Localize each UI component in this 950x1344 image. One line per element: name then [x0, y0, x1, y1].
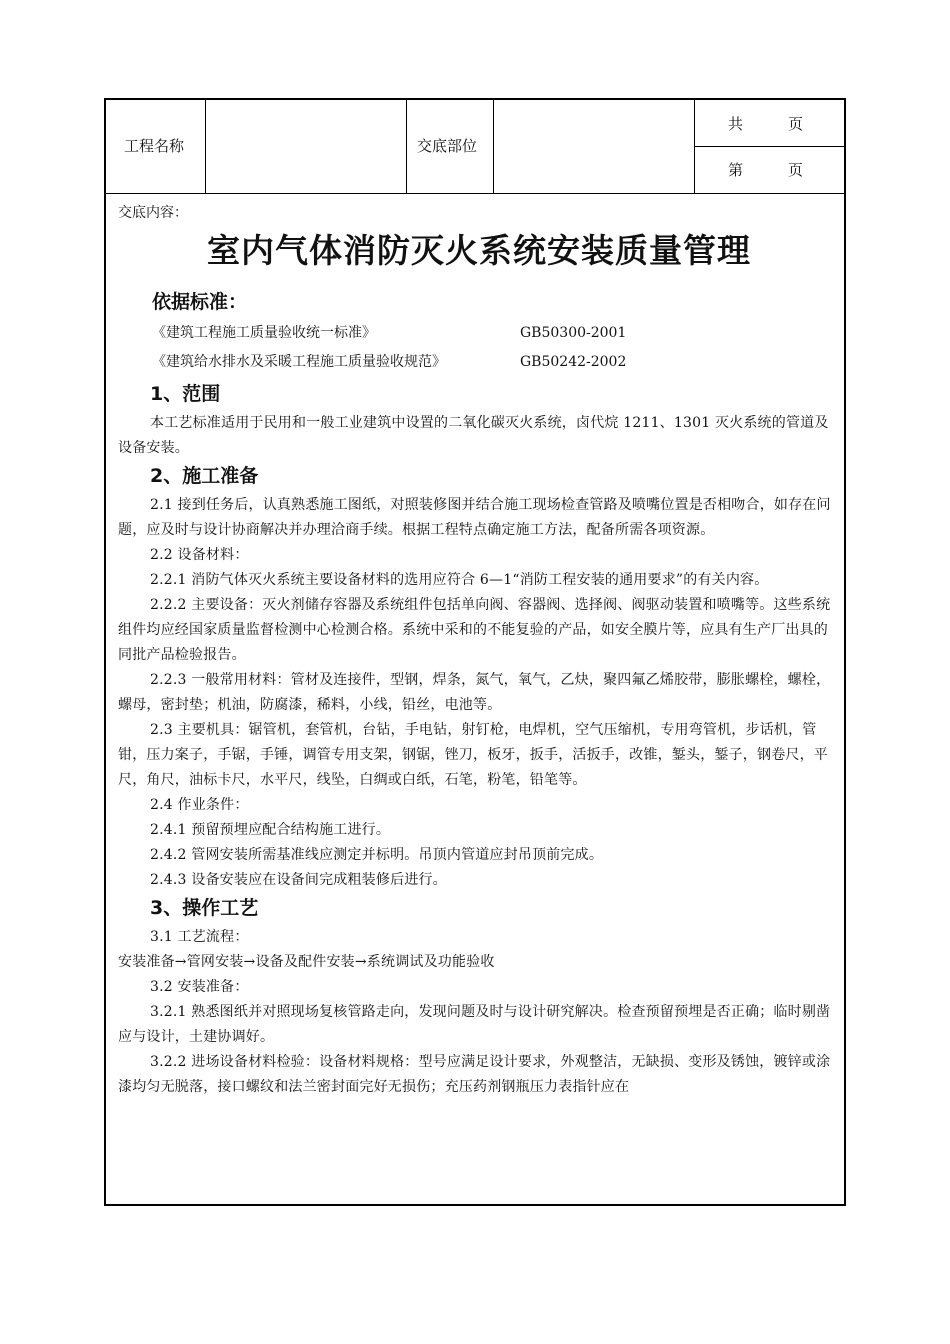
paragraph: 2.2.3 一般常用材料：管材及连接件，型钢，焊条，氮气，氧气，乙炔，聚四氟乙烯胶带，膨胀螺栓，螺栓，螺母，密封垫；机油，防腐漆，稀料，小线，铅丝，电池等。 [118, 672, 831, 713]
total-pages-label: 共 页 [728, 115, 804, 133]
standard-name: 《建筑给水排水及采暖工程施工质量验收规范》 [152, 354, 446, 370]
project-name-label: 工程名称 [124, 137, 185, 155]
process-flow: 安装准备→管网安装→设备及配件安装→系统调试及功能验收 [118, 954, 495, 970]
basis-heading: 依据标准： [152, 291, 248, 313]
paragraph: 2.2.2 主要设备：灭火剂储存容器及系统组件包括单向阀、容器阀、选择阀、阀驱动装置和喷嘴等。这些系统组件均应经国家质量监督检测中心检测合格。系统中采和的不能复验的产品，如安全膜片等，应具有生产厂出具的同批产品检验报告。 [118, 597, 831, 663]
paragraph: 2.4.2 管网安装所需基准线应测定并标明。吊顶内管道应封吊顶前完成。 [150, 847, 604, 863]
project-name-value[interactable] [214, 120, 398, 175]
divider [694, 146, 844, 147]
section-heading-scope: 1、范围 [150, 383, 221, 405]
paragraph: 2.2.1 消防气体灭火系统主要设备材料的选用应符合 6—1“消防工程安装的通用要求”的有关内容。 [150, 572, 769, 588]
divider [205, 100, 206, 193]
disclosure-content [118, 203, 840, 1100]
document-title: 室内气体消防灭火系统安装质量管理 [207, 231, 751, 270]
disclosure-form [104, 98, 846, 1206]
divider [493, 100, 494, 193]
standard-code: GB50242-2002 [520, 354, 627, 370]
paragraph: 2.2 设备材料： [150, 547, 249, 563]
content-label: 交底内容： [118, 205, 188, 221]
disclosure-part-label: 交底部位 [417, 137, 478, 155]
paragraph: 2.1 接到任务后，认真熟悉施工图纸，对照装修图并结合施工现场检查管路及喷嘴位置是否相吻合，如存在问题，应及时与设计协商解决并办理洽商手续。根据工程特点确定施工方法，配备所需各项资源。 [118, 497, 831, 538]
paragraph: 2.3 主要机具：锯管机，套管机，台钻，手电钻，射钉枪，电焊机，空气压缩机，专用弯管机，步话机，管钳，压力案子，手锯，手锤，调管专用支架，钢锯，锉刀，板牙，扳手，活扳手，改锥，錾头，錾子，钢卷尺，平尺，角尺，油标卡尺，水平尺，线坠，白绸或白纸，石笔，粉笔，铅笔等。 [118, 722, 828, 788]
form-header [106, 100, 844, 194]
paragraph: 2.4 作业条件： [150, 797, 249, 813]
disclosure-part-value[interactable] [502, 120, 686, 175]
standard-name: 《建筑工程施工质量验收统一标准》 [152, 325, 376, 341]
paragraph: 3.2.1 熟悉图纸并对照现场复核管路走向，发现问题及时与设计研究解决。检查预留预埋是否正确；临时剔凿应与设计，土建协调好。 [118, 1004, 831, 1045]
standard-item [118, 323, 840, 352]
paragraph: 本工艺标准适用于民用和一般工业建筑中设置的二氧化碳灭火系统，卤代烷 1211、1301 灭火系统的管道及设备安装。 [118, 415, 829, 456]
standard-item [118, 352, 840, 381]
divider [406, 100, 407, 193]
standard-code: GB50300-2001 [520, 325, 627, 341]
section-heading-process: 3、操作工艺 [150, 897, 259, 919]
paragraph: 3.2 安装准备： [150, 979, 249, 995]
paragraph: 2.4.3 设备安装应在设备间完成粗装修后进行。 [150, 872, 447, 888]
paragraph: 3.2.2 进场设备材料检验：设备材料规格：型号应满足设计要求，外观整洁，无缺损、变形及锈蚀，镀锌或涂漆均匀无脱落，接口螺纹和法兰密封面完好无损伤；充压药剂钢瓶压力表指针应在 [118, 1054, 831, 1095]
paragraph: 3.1 工艺流程： [150, 929, 249, 945]
section-heading-preparation: 2、施工准备 [150, 465, 259, 487]
paragraph: 2.4.1 预留预埋应配合结构施工进行。 [150, 822, 391, 838]
page-number-label: 第 页 [728, 161, 804, 179]
